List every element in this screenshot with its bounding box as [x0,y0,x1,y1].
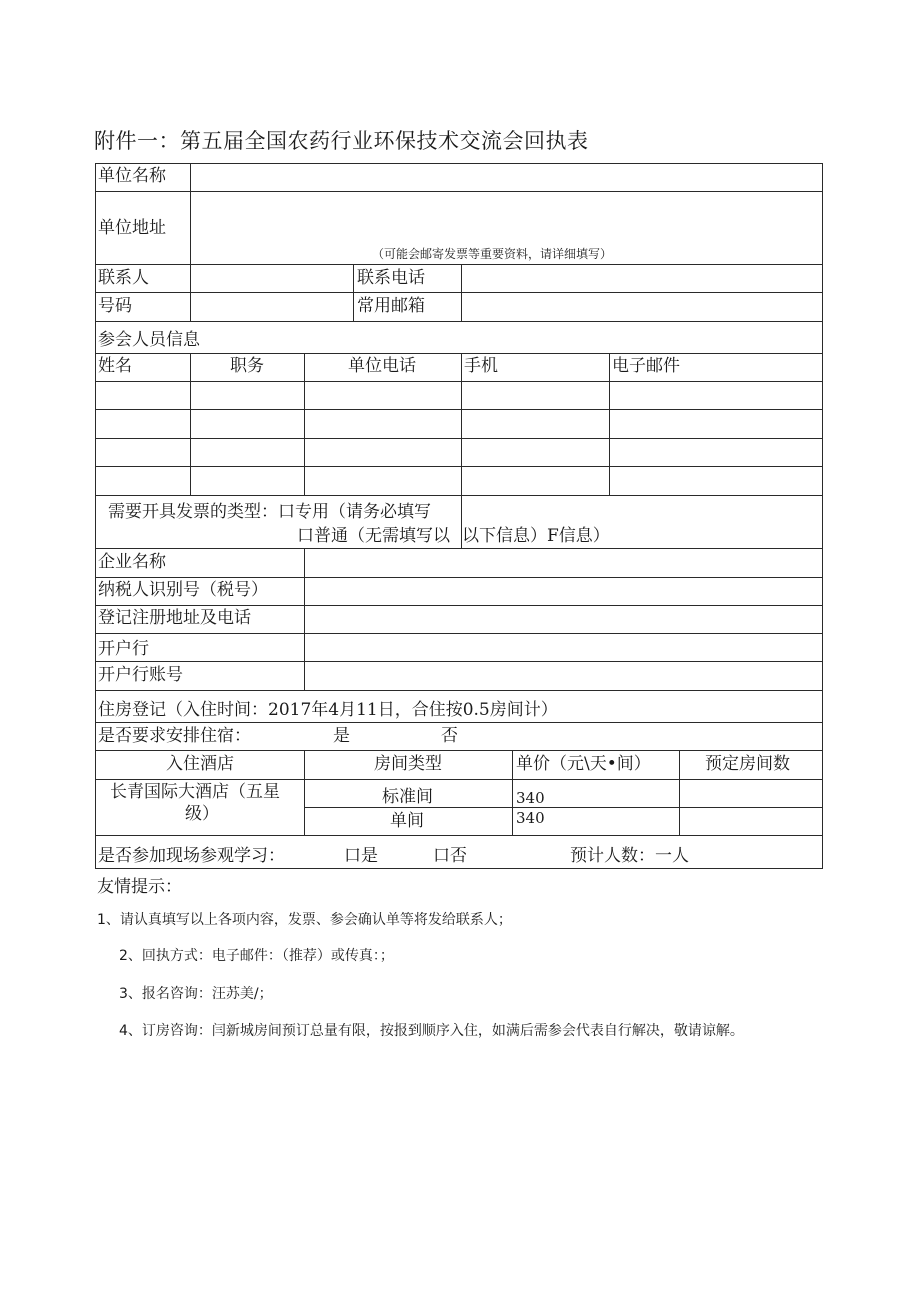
room-type-single: 单间 [390,811,424,831]
col-line [190,163,191,321]
tip-item-3: 3、报名咨询：汪苏美/； [119,986,273,1002]
row-line [95,163,823,164]
contact-label: 联系人 [98,268,149,288]
arrange-no: 否 [441,726,458,746]
room-type-standard: 标准间 [382,787,433,807]
row-line [95,577,823,578]
row-line [95,633,823,634]
col-header-name: 姓名 [98,356,132,376]
arrange-lodging-label: 是否要求安排住宿： [98,726,251,746]
col-header-room-count: 预定房间数 [705,754,790,774]
row-line [95,722,823,723]
address-note: （可能会邮寄发票等重要资料，请详细填写） [372,247,613,261]
invoice-normal-a: 口普通（无需填写以 [297,526,450,546]
row-line [95,661,823,662]
tip-item-2: 2、回执方式：电子邮件：（推荐）或传真：； [119,948,394,964]
tip-item-4: 4、订房咨询：闫新城房间预订总量有限，按报到顺序入住，如满后需参会代表自行解决，敬请谅解。 [119,1023,744,1039]
tax-id-label: 纳税人识别号（税号） [98,580,268,600]
visit-label: 是否参加现场参观学习： [98,846,285,866]
col-line [353,264,354,321]
bank-label: 开户行 [98,639,149,659]
row-line [95,605,823,606]
row-line [95,353,823,354]
row-line [95,438,823,439]
invoice-normal-b: 以下信息）F信息） [462,526,610,546]
col-header-position: 职务 [230,356,264,376]
visit-estimate: 预计人数：一人 [570,846,689,866]
col-line [512,750,513,835]
unit-address-label: 单位地址 [98,218,166,238]
col-header-hotel: 入住酒店 [166,754,234,774]
contact-phone-label: 联系电话 [357,268,425,288]
col-line [609,353,610,495]
row-line [95,548,823,549]
row-line [95,750,823,751]
row-line [95,321,823,322]
col-line [304,353,305,495]
company-name-label: 企业名称 [98,552,166,572]
page-title: 附件一：第五届全国农药行业环保技术交流会回执表 [94,129,589,153]
col-line [304,750,305,835]
invoice-type-label: 需要开具发票的类型：口专用（请务必填写 [108,502,431,522]
row-line [95,690,823,691]
room-price-single: 340 [516,809,545,827]
number-label: 号码 [98,296,132,316]
row-line [95,835,823,836]
row-line [95,868,823,869]
room-price-standard: 340 [516,789,545,807]
col-line [461,353,462,495]
row-line [304,807,823,808]
row-line [95,381,823,382]
col-header-email: 电子邮件 [612,356,680,376]
col-line [190,353,191,495]
unit-name-label: 单位名称 [98,166,166,186]
col-header-mobile: 手机 [464,356,498,376]
hotel-name-line2: 级） [185,804,219,824]
email-label: 常用邮箱 [357,296,425,316]
visit-no-checkbox: 口否 [433,846,467,866]
arrange-yes: 是 [333,726,350,746]
table-border-right [822,163,823,869]
row-line [95,191,823,192]
col-line [304,548,305,690]
table-border-left [95,163,96,869]
row-line [95,409,823,410]
row-line [95,292,823,293]
col-header-office-phone: 单位电话 [348,356,416,376]
col-header-price: 单价（元\天•间） [516,754,651,774]
col-line [679,750,680,835]
attendees-section-label: 参会人员信息 [98,330,200,350]
col-header-room-type: 房间类型 [374,754,442,774]
row-line [95,779,823,780]
col-line [461,264,462,321]
registered-address-label: 登记注册地址及电话 [98,608,251,628]
row-line [95,466,823,467]
visit-yes-checkbox: 口是 [344,846,378,866]
tips-title: 友情提示： [97,877,182,897]
bank-account-label: 开户行账号 [98,665,183,685]
hotel-name-line1: 长青国际大酒店（五星 [110,782,280,802]
lodging-register-label: 住房登记（入住时间：2017年4月11日，合住按0.5房间计） [98,700,558,720]
tip-item-1: 1、请认真填写以上各项内容，发票、参会确认单等将发给联系人； [97,912,512,928]
row-line [95,495,823,496]
row-line [95,264,823,265]
